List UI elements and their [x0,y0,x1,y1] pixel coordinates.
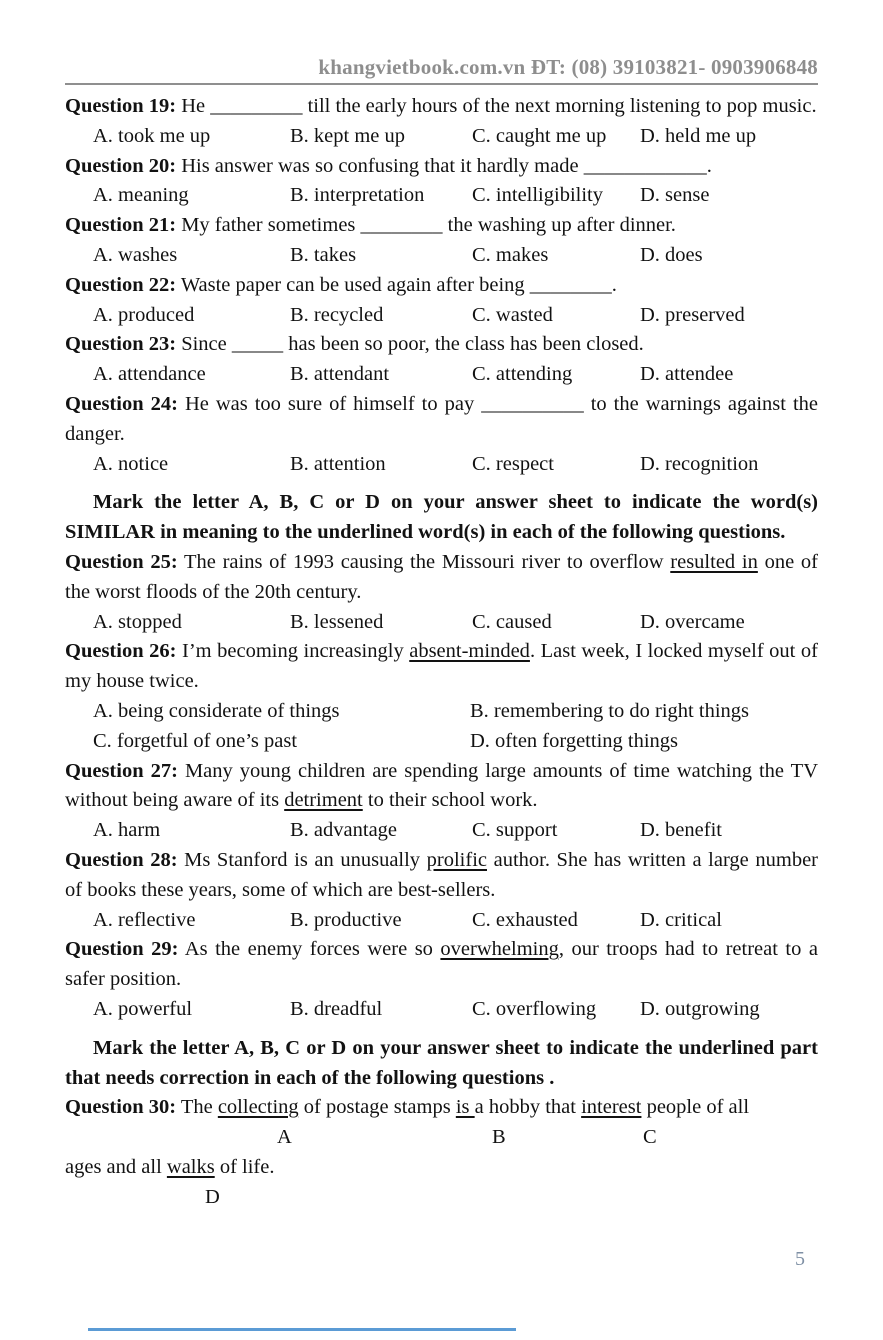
underlined-term: detriment [284,789,363,812]
question-27 [65,757,818,817]
page-number: 5 [795,1248,805,1270]
question-22 [65,271,818,301]
question-30-marks-d [65,1183,818,1213]
option-a: A. produced [93,303,195,326]
option-d: D. held me up [640,124,757,147]
option-b: B. attendant [290,363,390,386]
question-30-marks-abc [65,1123,818,1153]
option-c: C. overflowing [472,997,597,1020]
question-20-text: His answer was so confusing that it hardly made ____________. [176,154,712,177]
header-site-info: khangvietbook.com.vn ĐT: (08) 39103821- 0903906848 [318,55,818,79]
question-30-label: Question 30: [65,1096,177,1119]
section-heading-correction: Mark the letter A, B, C or D on your answer sheet to indicate the underlined part that needs correction in each of the following questions . [65,1036,818,1089]
option-c: C. intelligibility [472,184,603,207]
option-d: D. recognition [640,452,759,475]
question-30-text: people of all [641,1096,750,1119]
underlined-term: resulted in [670,550,758,573]
option-b: B. attention [290,452,386,475]
question-25-label: Question 25: [65,550,178,573]
question-28-options [65,906,818,936]
question-22-label: Question 22: [65,273,177,296]
option-a: A. harm [93,819,161,842]
option-a: A. meaning [93,184,189,207]
underlined-term: collecting [217,1096,299,1119]
question-23 [65,330,818,360]
section-heading-similar: Mark the letter A, B, C or D on your answer sheet to indicate the word(s) SIMILAR in meaning to the underlined word(s) in each of the following questions. [65,491,818,544]
question-22-text: Waste paper can be used again after being ________. [176,273,617,296]
underlined-term: absent-minded [409,640,530,663]
option-b: B. kept me up [290,124,406,147]
question-26-options [65,697,818,757]
question-21-options [65,241,818,271]
question-25-text-cont: one of the worst floods of the 20th century. [65,550,818,603]
question-29-text: As the enemy forces were so [178,938,441,961]
question-24-label: Question 24: [65,392,178,415]
question-25 [65,548,818,608]
question-29-options [65,995,818,1025]
question-30-text: The [176,1096,218,1119]
question-30-text: of life. [214,1156,275,1179]
option-a: A. stopped [93,610,182,633]
question-29-text-cont: , our troops had to retreat to a safer position. [65,938,818,991]
option-c: C. support [472,819,558,842]
question-20 [65,152,818,182]
question-27-options [65,816,818,846]
question-24 [65,390,818,450]
underlined-term: overwhelming [440,938,559,961]
option-a: A. being considerate of things [93,699,340,722]
option-c: C. caught me up [472,124,607,147]
option-a: A. notice [93,452,169,475]
header-rule [65,83,818,85]
question-28 [65,846,818,906]
question-25-options [65,608,818,638]
mark-a: A [277,1126,292,1149]
option-c: C. caused [472,610,552,633]
question-23-label: Question 23: [65,333,177,356]
question-23-text: Since _____ has been so poor, the class has been closed. [176,333,644,356]
option-b: B. lessened [290,610,384,633]
option-b: B. remembering to do right things [470,699,749,722]
question-21-label: Question 21: [65,214,177,237]
question-27-text: Many young children are spending large amounts of time watching the TV without being aware of its [65,759,818,812]
option-a: A. attendance [93,363,206,386]
question-19 [65,92,818,122]
question-27-label: Question 27: [65,759,178,782]
question-30-text: of postage stamps [298,1096,456,1119]
question-30-line-2 [65,1153,818,1183]
question-23-options [65,360,818,390]
option-a: A. powerful [93,997,193,1020]
option-d: D. sense [640,184,710,207]
question-24-options [65,450,818,480]
question-30-line-1 [65,1093,818,1123]
option-c: C. makes [472,243,549,266]
question-28-text-cont: author. She has written a large number of books these years, some of which are best-sellers. [65,848,818,901]
question-28-text: Ms Stanford is an unusually [177,848,427,871]
question-19-text: He _________ till the early hours of the next morning listening to pop music. [176,95,817,117]
question-21 [65,211,818,241]
question-26-label: Question 26: [65,640,177,663]
question-30-text: ages and all [65,1156,167,1179]
question-26-text-cont: . Last week, I locked myself out of my house twice. [65,640,818,693]
mark-c: C [643,1126,657,1149]
question-19-options [65,122,818,152]
option-d: D. benefit [640,819,722,842]
question-27-text-cont: to their school work. [362,789,538,812]
option-d: D. critical [640,908,722,931]
question-29-label: Question 29: [65,938,179,961]
option-b: B. interpretation [290,184,425,207]
option-a: A. took me up [93,124,211,147]
footer-line [88,1328,516,1331]
option-b: B. productive [290,908,402,931]
option-d: D. overcame [640,610,745,633]
option-d: D. outgrowing [640,997,760,1020]
question-21-text: My father sometimes ________ the washing up after dinner. [176,214,676,237]
underlined-term: walks [166,1156,215,1179]
option-b: B. advantage [290,819,398,842]
option-a: A. washes [93,243,178,266]
option-c: C. exhausted [472,908,578,931]
question-28-label: Question 28: [65,848,178,871]
mark-b: B [492,1126,506,1149]
option-b: B. takes [290,243,357,266]
option-d: D. attendee [640,363,734,386]
underlined-term: prolific [426,848,487,871]
underlined-term: is [455,1096,475,1119]
option-b: B. recycled [290,303,384,326]
mark-d: D [205,1185,220,1208]
question-26-text: I’m becoming increasingly [176,640,410,663]
question-29 [65,935,818,995]
option-d: D. preserved [640,303,745,326]
option-c: C. attending [472,363,573,386]
option-d: D. does [640,243,703,266]
option-c: C. respect [472,452,554,475]
option-a: A. reflective [93,908,196,931]
question-20-options [65,181,818,211]
question-30-text: a hobby that [474,1096,582,1119]
question-24-text: He was too sure of himself to pay __________ to the warnings against the danger. [65,392,818,445]
option-c: C. forgetful of one’s past [93,729,298,752]
question-26 [65,637,818,697]
question-25-text: The rains of 1993 causing the Missouri river to overflow [177,550,671,573]
underlined-term: interest [581,1096,642,1119]
question-19-label: Question 19: [65,95,177,117]
option-d: D. often forgetting things [470,729,679,752]
question-20-label: Question 20: [65,154,177,177]
option-c: C. wasted [472,303,553,326]
option-b: B. dreadful [290,997,383,1020]
question-22-options [65,301,818,331]
